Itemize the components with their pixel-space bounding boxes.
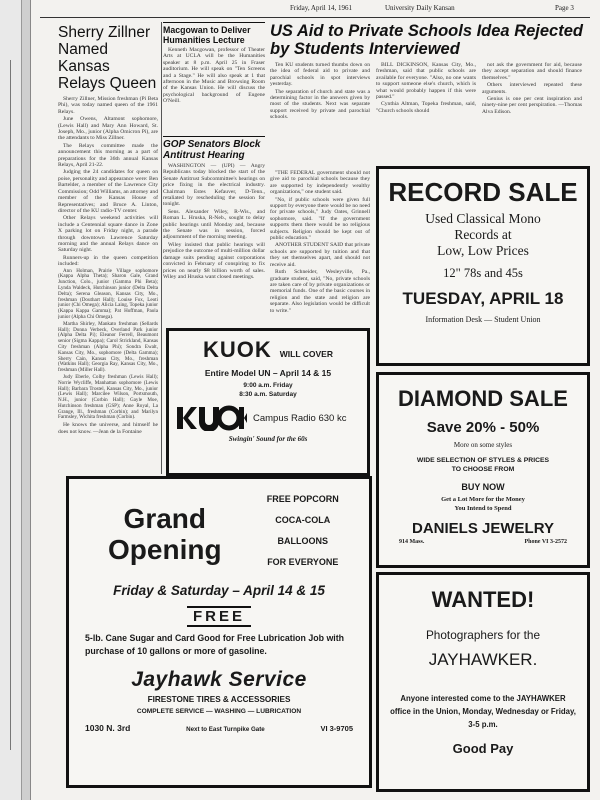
kuok-logo-graphic [177, 405, 247, 431]
page-number: Page 3 [555, 4, 574, 12]
record-line-4: 12" 78s and 45s [443, 266, 523, 280]
column-rule [161, 22, 162, 474]
aid-col-1: Ten KU students turned thumbs down on the idea of federal aid to private and parochial schools in spot interviews yesterday. The separation of church and state was a determining factor in the answers given by most of the students. Next was separate support received by private and parochial schools. [270, 62, 370, 121]
kuok-slogan: Swingin' Sound for the 60s [228, 435, 308, 443]
kuok-time-1: 9:00 a.m. Friday [243, 382, 293, 389]
ad-record-sale [376, 166, 590, 366]
diamond-choose: TO CHOOSE FROM [451, 466, 515, 473]
aid-headline: US Aid to Private Schools Idea Rejected by Students Interviewed [270, 22, 583, 58]
perk-coca-cola: COCA-COLA [275, 515, 331, 525]
record-line-3: Low, Low Prices [437, 243, 529, 258]
kuok-time-2: 8:30 a.m. Saturday [239, 391, 297, 398]
record-line-2: Records at [454, 227, 512, 242]
diamond-store: DANIELS JEWELRY [412, 520, 554, 537]
ad-diamond-sale [376, 372, 590, 568]
ad-wanted [376, 572, 590, 792]
record-title: RECORD SALE [388, 177, 578, 207]
diamond-phone: Phone VI 3-2572 [524, 539, 567, 545]
aid-col-1-continued: "THE FEDERAL government should not give aid to parochial schools because they are supported by independently wealthy organizations," one student said. "No, if public schools were given full support by everyone there would be no need for private schools," Judy Oates, Grinnell sophomore, said. "If the government supports them there would be no religious subjects. Religion should be kept out of public education." ANOTHER STUDENT SAID that private schools are supported by tuition and that they set themselves apart, and should not receive aid. Ruth Schneider, Wesleyville, Pa., graduate student, said, "No, private schools are taken care of by private organizations or memorial funds. One of the basic courses in religion and the state and religion are separate. Also legislation would be difficult to write." [270, 170, 370, 314]
aid-col-2: BILL DICKINSON, Kansas City, Mo., freshman, said that public schools are available for everyone. "Also, no one wants to support someone else's church, which is what would probably happen if this were passed." Cynthia Altman, Topeka freshman, said, "Church schools should [376, 62, 476, 114]
macgowan-body: Kenneth Macgowan, professor of Theater Arts at UCLA will be the Humanities speaker at 8 p.m. April 25 in Fraser auditorium. He will speak on "Ten Screens and a Stage." He will also speak at 1 that afternoon in the Music and Browsing Room of the Kansas Union. He will discuss the psychological background of Eugene O'Neill. [163, 47, 265, 105]
record-date: TUESDAY, APRIL 18 [402, 289, 564, 308]
zillner-headline: Sherry Zillner Named Kansas Relays Queen [58, 24, 157, 92]
jayhawk-services: COMPLETE SERVICE — WASHING — LUBRICATION [136, 708, 302, 715]
jayhawk-tires: FIRESTONE TIRES & ACCESSORIES [147, 695, 291, 704]
ad-jayhawk-service [66, 476, 372, 788]
wanted-title: WANTED! [431, 587, 535, 612]
diamond-title: DIAMOND SALE [398, 386, 568, 411]
kuok-title: KUOK [203, 337, 272, 362]
perk-popcorn: FREE POPCORN [266, 494, 339, 504]
wanted-pay: Good Pay [452, 741, 514, 756]
diamond-buy: BUY NOW [461, 482, 505, 492]
record-line-1: Used Classical Mono [425, 211, 541, 226]
adjacent-page-edge [0, 0, 22, 800]
free-label: FREE [187, 606, 251, 627]
perk-balloons: BALLOONS [277, 536, 329, 546]
diamond-note: More on some styles [453, 441, 513, 449]
jayhawk-name: Jayhawk Service [131, 668, 307, 691]
free-offer: 5-lb. Cane Sugar and Card Good for Free Lubrication Job with purchase of 10 gallons or more of gasoline. [85, 633, 345, 656]
jayhawk-location: Next to East Turnpike Gate [186, 726, 265, 733]
opening-label: Opening [108, 534, 222, 565]
diamond-get: Get a Lot More for the Money [441, 496, 525, 503]
paper-name: University Daily Kansan [385, 4, 455, 12]
article-zillner [58, 24, 158, 476]
zillner-body: Sherry Zillner, Mission freshman (Pi Beta Phi), was today named queen of the 1961 Relays. June Owens, Altamont sophomore, (Lewis Hall) and Mary Ann Howard, St. Joseph, Mo., junior (Alpha Omicron Pi), are the attendants to Miss Zillner. The Relays committee made the announcement this morning as a part of preparations for the 36th annual Kansas Relays, April 21-22. Judging the 24 candidates for queen on poise, personality and appearance were: Ben Bartelder, a member of the Lawrence City Commission; Odd Williams, an attorney and member of the Kansas House of Representatives; and Bruce A. Linton, director of the KU radio-TV center. Other Relays weekend activities will include a Centennial square dance in Zone X parking lot on Friday night, a parade through downtown Lawrence Saturday morning and the annual Relays dance on Saturday night. Runners-up in the queen competition included: Ann Holman, Prairie Village sophomore (Kappa Alpha Theta); Sharon Gale, Grand Junction, Colo., junior (Gamma Phi Beta); Lynda Waldeck, Hutchinson junior (Delta Delta Delta); Serena Gleason, Kansas City, Mo., freshman (Douthart Hall); Louise Fox, Leoti junior (Chi Omega); Alicia Laing, Topeka junior (Kappa Kappa Gamma); Pat Hoffman, Paola junior (Alpha Chi Omega). Martha Shirley, Mankato freshman (Sellards Hall); Donna Verbeck, Overland Park junior (Alpha Delta Pi); Eleanor Ferrell, Beaumont senior (Sigma Kappa); Carol Strickland, Kansas City freshman (Alpha Phi); Sondra Ewalt, Kansas City, Mo., sophomore (Delta Gamma); Sherry Cain, Kansas City, Mo., freshman (Watkins Hall); Georgia Ray, Kansas City, Mo., freshman (Miller Hall). Judy Eberle, Colby freshman (Lewis Hall); Norrie Wycliffe, Manhattan sophomore (Lewis Hall); Barbara Trostel, Kansas City, Mo., junior (Lewis Hall); Marcilee Wilson, Portsmouth, N.H., junior (Corbin Hall); Gayle Moe, Hutchinson freshman (GSP); Anne Royal, La Grange, Ill., freshman (Corbin); and Marilyn Farmsley, Wichita freshman (Corbin). He knows the universe, and himself he does not know. —Jean de la Fontaine [58, 96, 158, 435]
gop-body: WASHINGTON — (UPI) — Angry Republicans today blocked the start of the Senate Antitrust Subcommittee's hearings on price fixing in the electrical industry. Chairman Estes Kefauver, D-Tenn., retaliated by rescheduling the session for tonight. Sens. Alexander Wiley, R-Wis., and Roman L. Hruska, R-Neb., sought to delay public hearings until Monday and, because the Senate was in session, forced adjournment of the morning meeting. Wiley insisted that public hearings will prejudice the outcome of multi-million dollar damage suits pending against corporations convicted in February of conspiring to fix prices on nearly $8 billion worth of sales. Wiley and Hruska want closed meetings. [163, 163, 265, 280]
article-gop [163, 136, 265, 326]
jayhawk-address: 1030 N. 3rd [85, 723, 131, 733]
aid-col-3: not ask the government for aid, because they accept separation and should finance themselves." Others interviewed repeated these arguments. Genius is one per cent inspiration and ninety-nine per cent perspiration. —Thomas Alva Edison. [482, 62, 582, 115]
gop-headline: GOP Senators Block Antitrust Hearing [163, 136, 265, 161]
issue-date: Friday, April 14, 1961 [290, 4, 352, 12]
kuok-logo [177, 405, 247, 431]
diamond-address: 914 Mass. [399, 539, 425, 545]
article-macgowan [163, 22, 265, 134]
kuok-line: Entire Model UN – April 14 & 15 [204, 368, 332, 378]
wanted-info: Anyone interested come to the JAYHAWKER office in the Union, Monday, Wednesday or Friday, 3-5 p.m. [390, 694, 576, 729]
ad-kuok [166, 328, 370, 476]
macgowan-headline: Macgowan to Deliver Humanities Lecture [163, 22, 265, 45]
kuok-subtitle: WILL COVER [279, 349, 333, 359]
opening-dates: Friday & Saturday – April 14 & 15 [113, 583, 325, 598]
running-head [40, 4, 590, 16]
article-aid [270, 22, 592, 170]
jayhawk-phone: VI 3-9705 [320, 724, 353, 733]
header-rule [40, 17, 590, 18]
diamond-selection: WIDE SELECTION OF STYLES & PRICES [416, 457, 550, 464]
record-location: Information Desk — Student Union [425, 315, 541, 324]
diamond-spend: You Intend to Spend [454, 505, 512, 512]
wanted-line-2: JAYHAWKER. [428, 650, 538, 669]
diamond-discount: Save 20% - 50% [426, 419, 540, 436]
kuok-radio: Campus Radio 630 kc [253, 412, 347, 424]
grand-label: Grand [123, 503, 207, 534]
wanted-line-1: Photographers for the [425, 628, 541, 642]
perk-everyone: FOR EVERYONE [267, 557, 339, 567]
